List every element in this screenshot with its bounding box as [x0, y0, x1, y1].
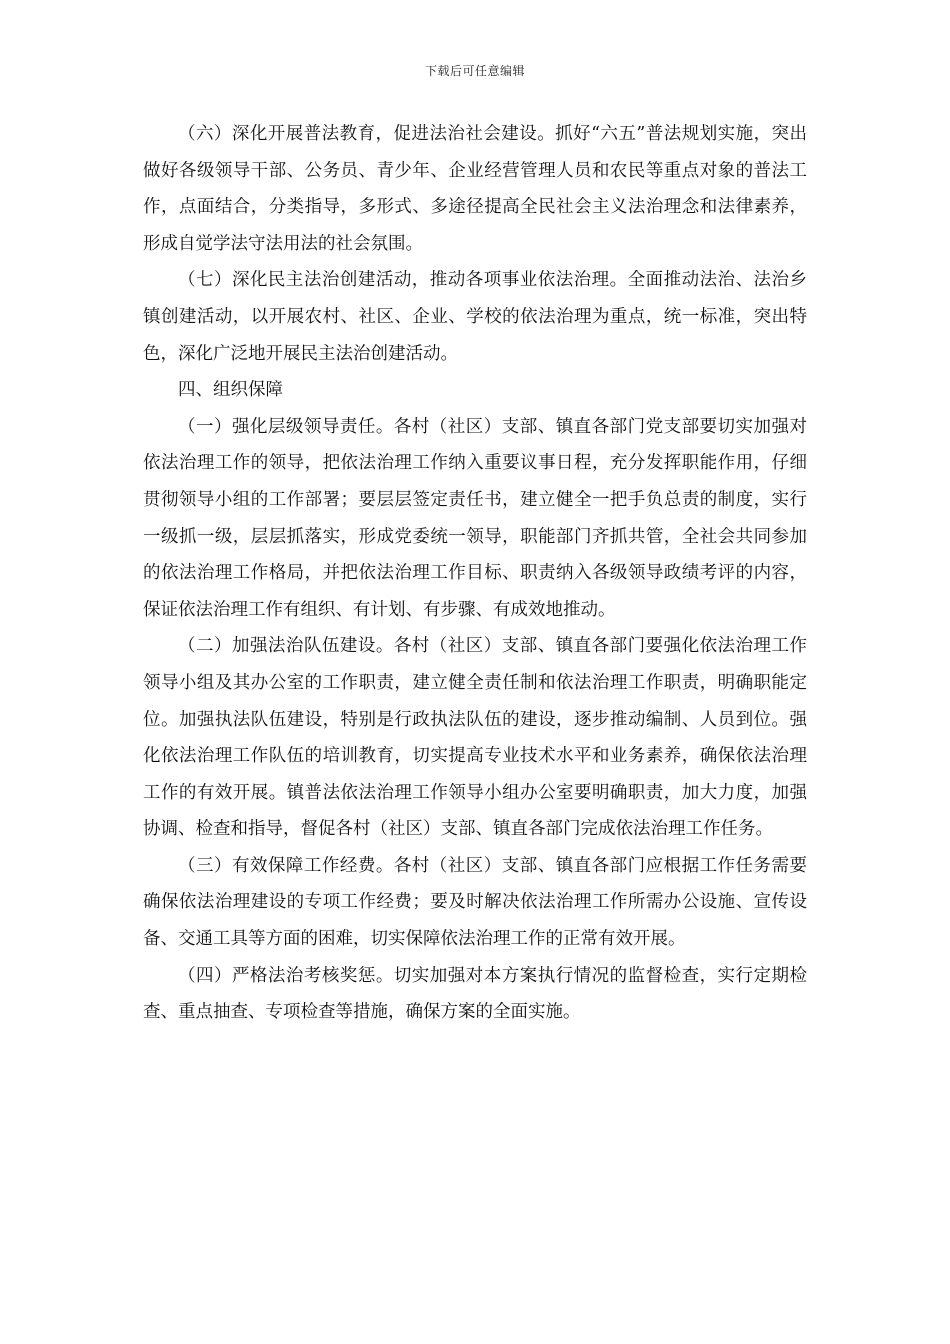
paragraph-six: （六）深化开展普法教育，促进法治社会建设。抓好“六五”普法规划实施，突出做好各级领导干部、公务员、青少年、企业经营管理人员和农民等重点对象的普法工作，点面结合，分类指导，多形式、多途径提高全民社会主义法治理念和法律素养，形成自觉学法守法用法的社会氛围。: [143, 124, 807, 254]
paragraph-org-three: （三）有效保障工作经费。各村（社区）支部、镇直各部门应根据工作任务需要确保依法治理建设的专项工作经费；要及时解决依法治理工作所需办公设施、宣传设备、交通工具等方面的困难，切实保障依法治理工作的正常有效开展。: [143, 855, 807, 950]
paragraph-org-four: （四）严格法治考核奖惩。切实加强对本方案执行情况的监督检查，实行定期检查、重点抽查、专项检查等措施，确保方案的全面实施。: [143, 965, 807, 1023]
paragraph-seven: （七）深化民主法治创建活动，推动各项事业依法治理。全面推动法治、法治乡镇创建活动，以开展农村、社区、企业、学校的依法治理为重点，统一标准，突出特色，深化广泛地开展民主法治创建活动。: [143, 270, 807, 364]
document-body: [143, 116, 807, 1031]
section-heading-organization: 四、组织保障: [178, 380, 283, 401]
paragraph-org-two: （二）加强法治队伍建设。各村（社区）支部、镇直各部门要强化依法治理工作领导小组及其办公室的工作职责，建立健全责任制和依法治理工作职责，明确职能定位。加强执法队伍建设，特别是行政执法队伍的建设，逐步推动编制、人员到位。强化依法治理工作队伍的培训教育，切实提高专业技术水平和业务素养，确保依法治理工作的有效开展。镇普法依法治理工作领导小组办公室要明确职责，加大力度，加强协调、检查和指导，督促各村（社区）支部、镇直各部门完成依法治理工作任务。: [143, 636, 807, 840]
paragraph-org-one: （一）强化层级领导责任。各村（社区）支部、镇直各部门党支部要切实加强对依法治理工作的领导，把依法治理工作纳入重要议事日程，充分发挥职能作用，仔细贯彻领导小组的工作部署；要层层签定责任书，建立健全一把手负总责的制度，实行一级抓一级，层层抓落实，形成党委统一领导，职能部门齐抓共管，全社会共同参加的依法治理工作格局，并把依法治理工作目标、职责纳入各级领导政绩考评的内容，保证依法治理工作有组织、有计划、有步骤、有成效地推动。: [143, 416, 807, 620]
page-header: 下载后可任意编辑: [424, 64, 525, 78]
